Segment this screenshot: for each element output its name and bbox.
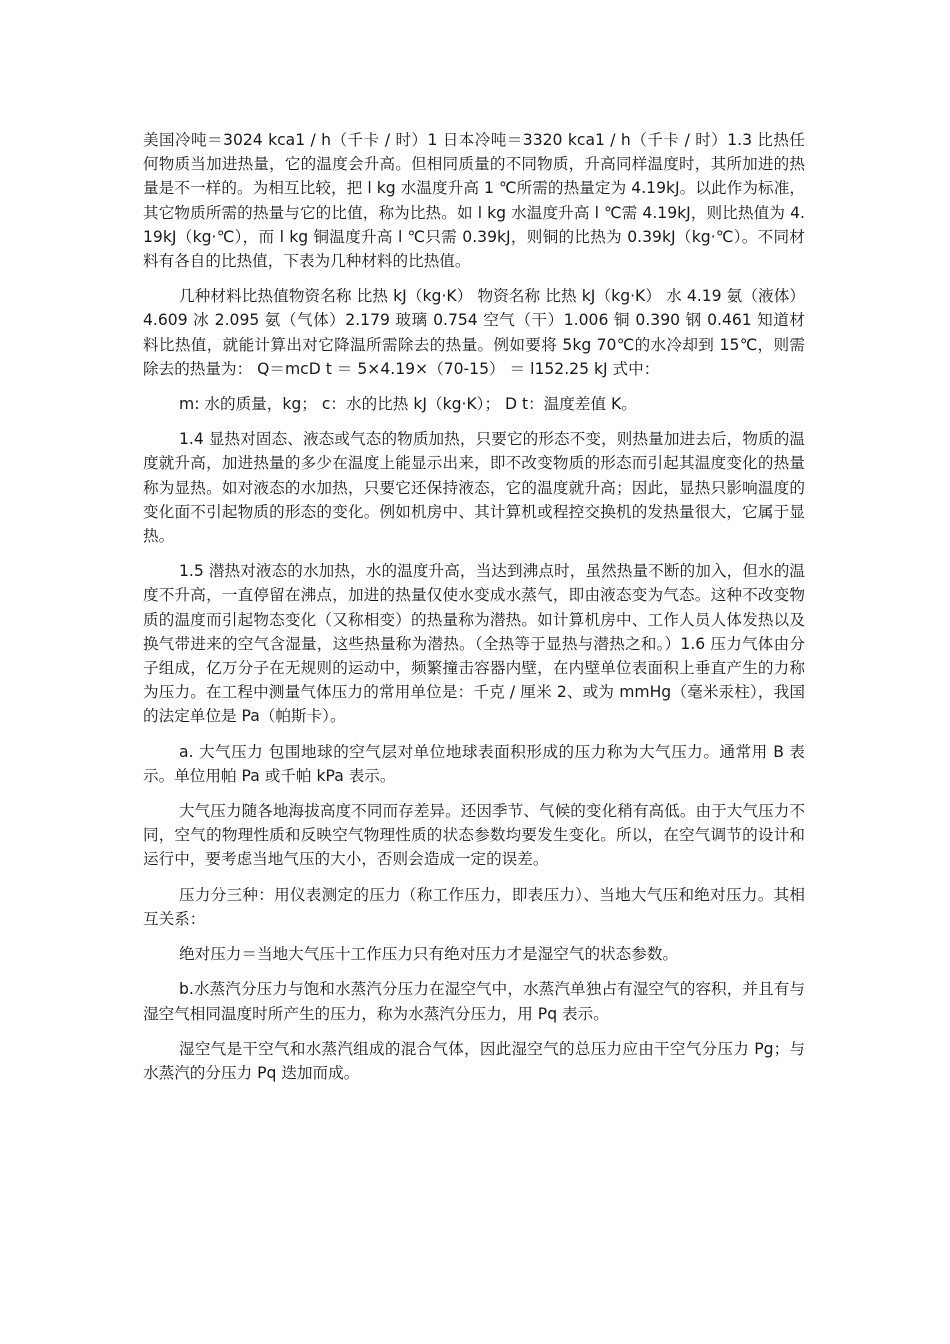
paragraph-vapor-partial-pressure: b.水蒸汽分压力与饱和水蒸汽分压力在湿空气中，水蒸汽单独占有湿空气的容积，并且有与湿空气相同温度时所产生的压力，称为水蒸汽分压力，用 Pq 表示。 bbox=[143, 980, 805, 1023]
paragraph-pressure-types: 压力分三种：用仪表测定的压力（称工作压力，即表压力）、当地大气压和绝对压力。其相互关系： bbox=[143, 885, 805, 928]
paragraph-refrigeration-tons-specific-heat: 美国冷吨＝3024 kca1 / h（千卡 / 时）1 日本冷吨＝3320 kca1 / h（千卡 / 时）1.3 比热任何物质当加进热量，它的温度会升高。但相同质量的不同物质，升高同样温度时，其所加进的热量是不一样的。为相互比较，把 l kg 水温度升高 1 ℃所需的热量定为 4.19kJ。以此作为标准，其它物质所需的热量与它的比值，称为比热。如 l kg 水温度升高 l ℃需 4.19kJ，则比热值为 4.19kJ（kg·℃），而 l kg 铜温度升高 l ℃只需 0.39kJ，则铜的比热为 0.39kJ（kg·℃）。不同材料有各自的比热值，下表为几种材料的比热值。 bbox=[143, 131, 805, 271]
paragraph-humid-air-total-pressure: 湿空气是干空气和水蒸汽组成的混合气体，因此湿空气的总压力应由干空气分压力 Pg；与水蒸汽的分压力 Pq 迭加而成。 bbox=[143, 1039, 805, 1082]
paragraph-sensible-heat: 1.4 显热对固态、液态或气态的物质加热，只要它的形态不变，则热量加进去后，物质的温度就升高，加进热量的多少在温度上能显示出来，即不改变物质的形态而引起其温度变化的热量称为显热。如对液态的水加热，只要它还保持液态，它的温度就升高；因此，显热只影响温度的变化面不引起物质的形态的变化。例如机房中、其计算机或程控交换机的发热量很大，它属于显热。 bbox=[143, 430, 805, 546]
paragraph-specific-heat-values: 几种材料比热值物资名称 比热 kJ（kg·K） 物资名称 比热 kJ（kg·K） 水 4.19 氨（液体）4.609 冰 2.095 氨（气体）2.179 玻璃 0.754 空气（干）1.006 铜 0.390 钢 0.461 知道材料比热值，就能计算出对它降温所需除去的热量。例如要将 5kg 70℃的水冷却到 15℃，则需除去的热量为： Q＝mcD t ＝ 5×4.19×（70-15） ＝ l152.25 kJ 式中： bbox=[143, 287, 805, 378]
paragraph-absolute-pressure: 绝对压力＝当地大气压十工作压力只有绝对压力才是湿空气的状态参数。 bbox=[179, 945, 679, 964]
paragraph-atmospheric-pressure: a. 大气压力 包围地球的空气层对单位地球表面积形成的压力称为大气压力。通常用 B 表示。单位用帕 Pa 或千帕 kPa 表示。 bbox=[143, 742, 805, 785]
paragraph-latent-heat-pressure: 1.5 潜热对液态的水加热，水的温度升高，当达到沸点时，虽然热量不断的加入，但水的温度不升高，一直停留在沸点，加进的热量仅使水变成水蒸气，即由液态变为气态。这种不改变物质的温度而引起物态变化（又称相变）的热量称为潜热。如计算机房中、工作人员人体发热以及换气带进来的空气含湿量，这些热量称为潜热。（全热等于显热与潜热之和。）1.6 压力气体由分子组成，亿万分子在无规则的运动中，频繁撞击容器内壁，在内壁单位表面积上垂直产生的力称为压力。在工程中测量气体压力的常用单位是：千克 / 厘米 2、或为 mmHg（毫米汞柱），我国的法定单位是 Pa（帕斯卡）。 bbox=[143, 562, 805, 726]
paragraph-pressure-variation: 大气压力随各地海拔高度不同而存差异。还因季节、气候的变化稍有高低。由于大气压力不同，空气的物理性质和反映空气物理性质的状态参数均要发生变化。所以，在空气调节的设计和运行中，要考虑当地气压的大小，否则会造成一定的误差。 bbox=[143, 802, 805, 869]
document-body bbox=[143, 128, 805, 1096]
paragraph-formula-variables: m: 水的质量，kg； c：水的比热 kJ（kg·K）； D t：温度差值 K。 bbox=[179, 395, 637, 414]
